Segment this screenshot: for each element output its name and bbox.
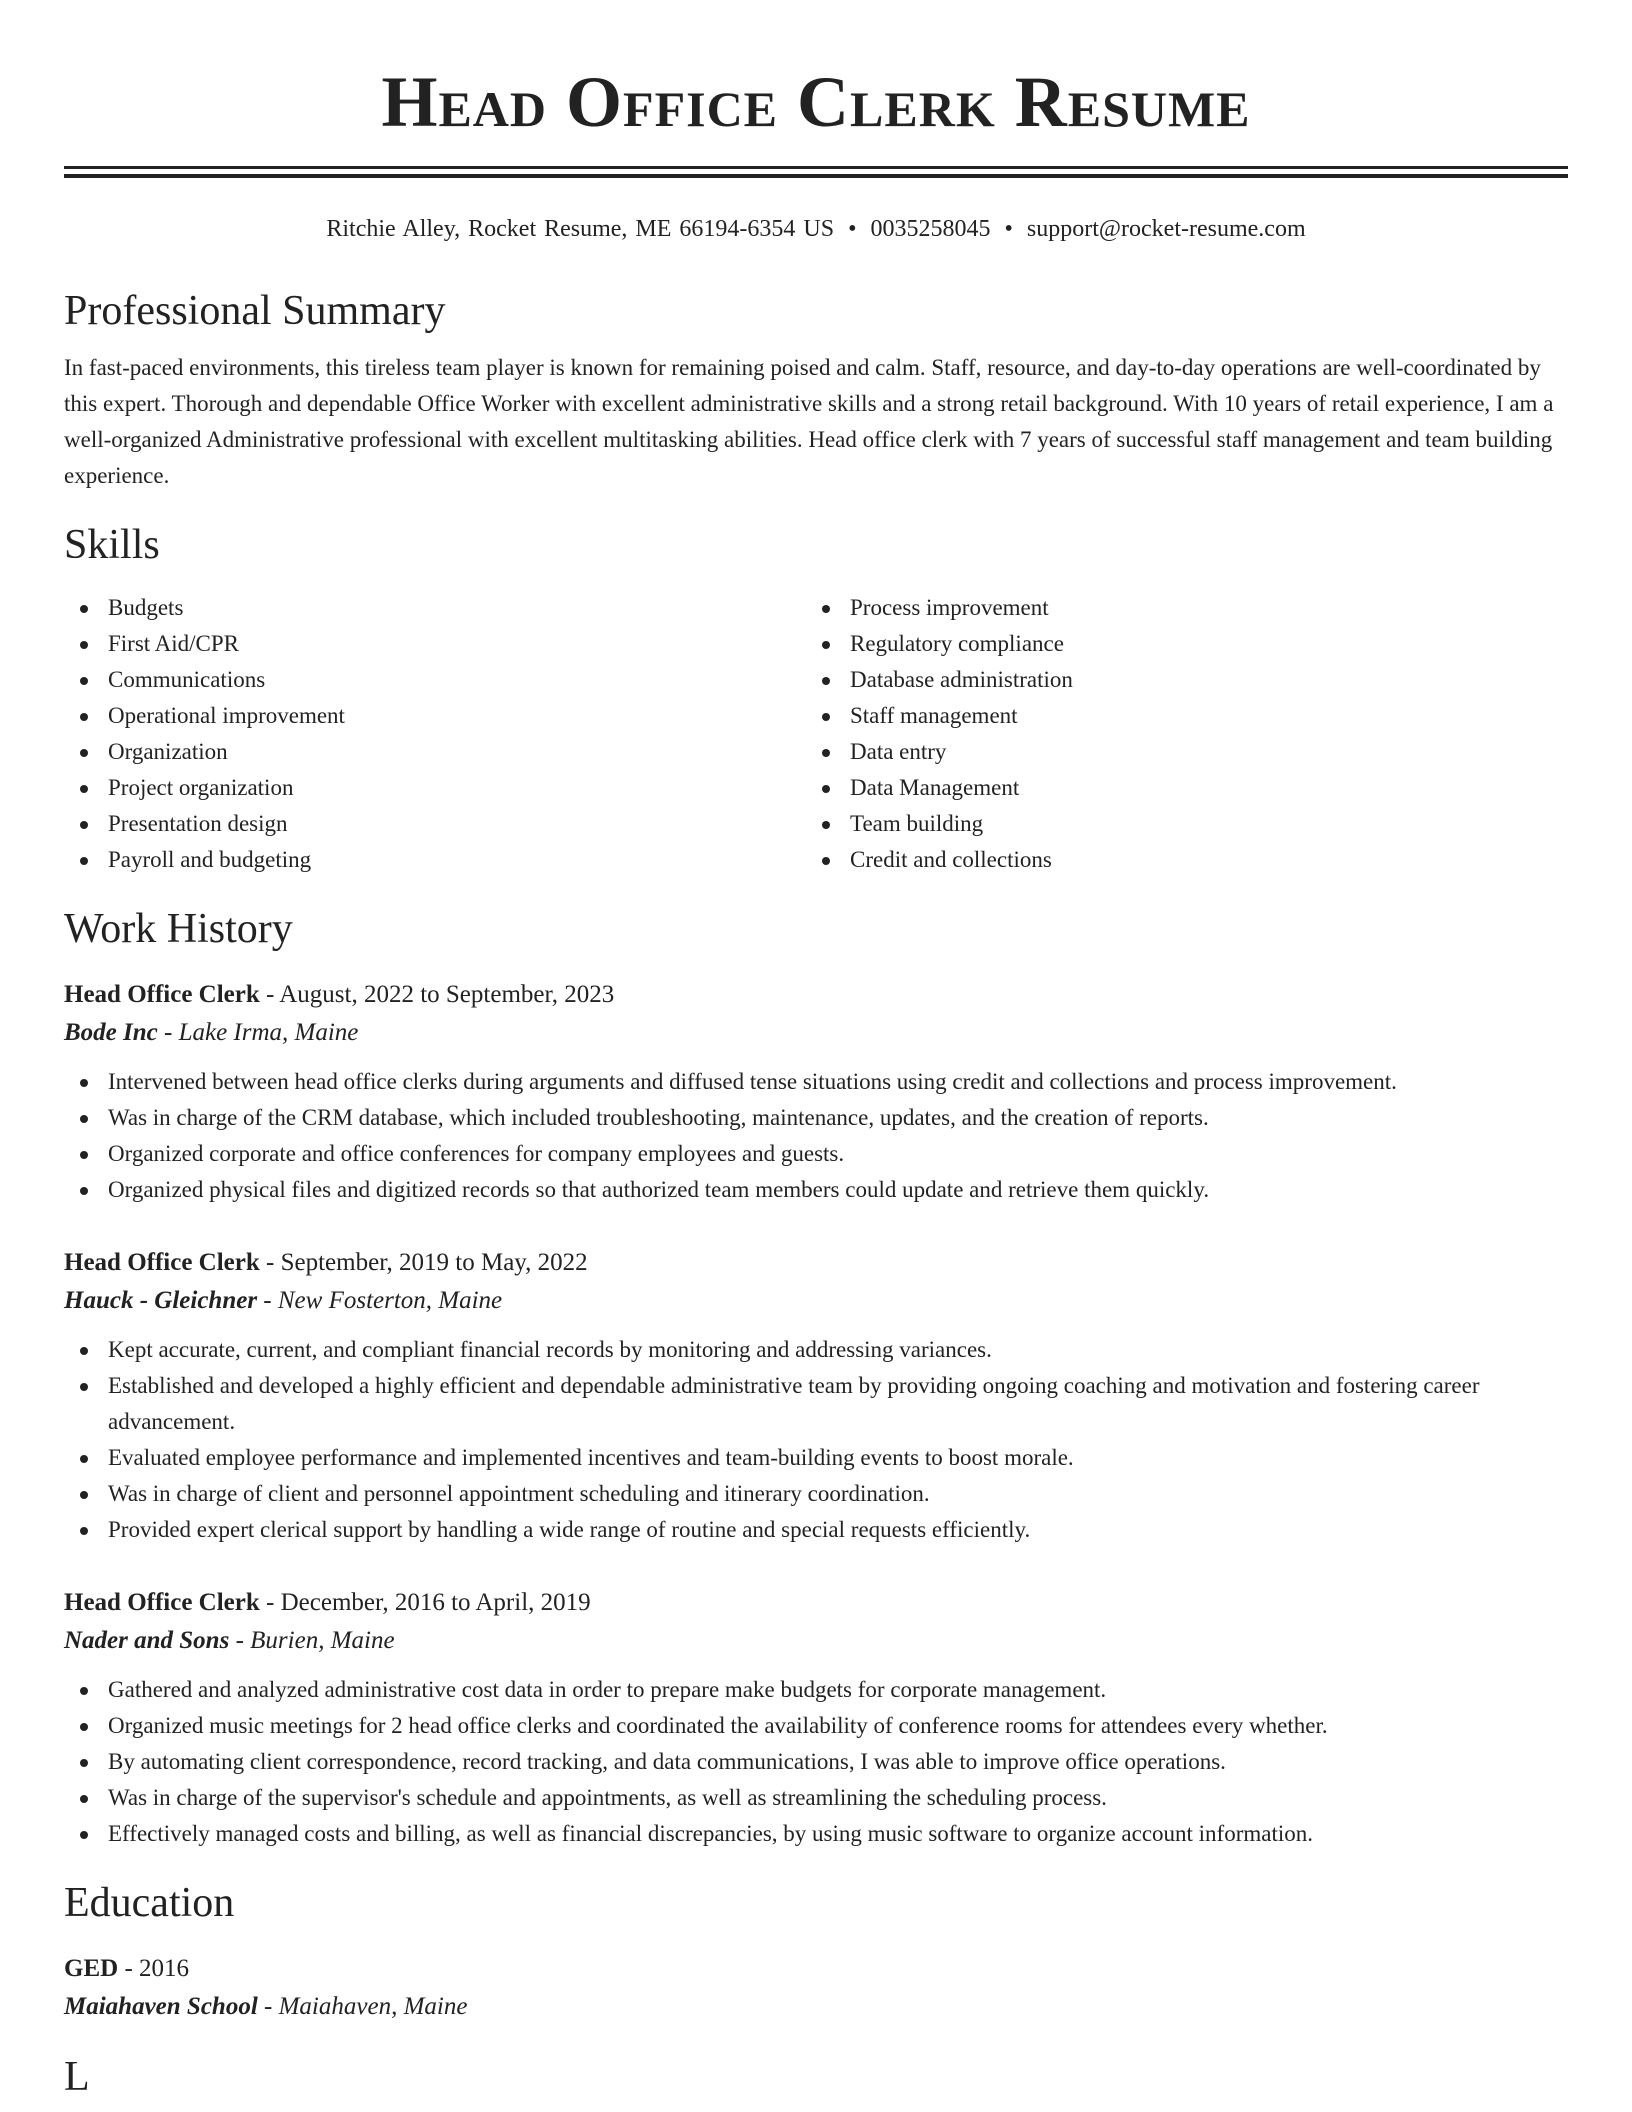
job-entry [64, 1244, 1568, 1548]
contact-line [64, 214, 1568, 244]
skill-item: Data Management [806, 770, 1548, 806]
education-entry [64, 1950, 1568, 2026]
job-bullet: Was in charge of the CRM database, which included troubleshooting, maintenance, updates, and the creation of reports. [64, 1100, 1568, 1136]
job-company-line [64, 1014, 1568, 1052]
title-divider [64, 166, 1568, 178]
job-title-line [64, 1244, 1568, 1282]
job-bullet: Provided expert clerical support by handling a wide range of routine and special requests efficiently. [64, 1512, 1568, 1548]
skill-item: First Aid/CPR [64, 626, 806, 662]
skill-item: Credit and collections [806, 842, 1548, 878]
job-title: Head Office Clerk [64, 1589, 260, 1616]
contact-address: Ritchie Alley, Rocket Resume, ME 66194-6354 US [326, 216, 835, 242]
job-bullet: Effectively managed costs and billing, as well as financial discrepancies, by using music software to organize account information. [64, 1816, 1568, 1852]
contact-phone: 0035258045 [870, 216, 991, 242]
job-company: Nader and Sons [64, 1627, 230, 1654]
summary-text: In fast-paced environments, this tireless team player is known for remaining poised and calm. Staff, resource, and day-to-day operations are well-coordinated by this expert. Thorough and dependable Office Worker with excellent administrative skills and a strong retail background. With 10 years of retail experience, I am a well-organized Administrative professional with excellent multitasking abilities. Head office clerk with 7 years of successful staff management and team building experience. [64, 355, 1554, 488]
skill-item: Process improvement [806, 590, 1548, 626]
contact-separator: • [848, 216, 857, 242]
job-bullet: Organized physical files and digitized records so that authorized team members could update and retrieve them quickly. [64, 1172, 1568, 1208]
job-bullet: By automating client correspondence, record tracking, and data communications, I was able to improve office operations. [64, 1744, 1568, 1780]
job-bullets [64, 1064, 1568, 1208]
job-bullets [64, 1672, 1568, 1852]
skill-item: Data entry [806, 734, 1548, 770]
education-heading: Education [64, 1880, 235, 1926]
education-location: - Maiahaven, Maine [257, 1993, 468, 2020]
job-bullet: Gathered and analyzed administrative cost data in order to prepare make budgets for corporate management. [64, 1672, 1568, 1708]
skills-heading: Skills [64, 522, 160, 568]
job-bullet: Organized music meetings for 2 head office clerks and coordinated the availability of conference rooms for attendees every whether. [64, 1708, 1568, 1744]
summary-heading: Professional Summary [64, 288, 446, 334]
job-location: - Lake Irma, Maine [157, 1019, 359, 1046]
skills-columns [64, 590, 1568, 878]
next-section-heading: L [64, 2054, 90, 2100]
job-dates: - September, 2019 to May, 2022 [259, 1249, 588, 1276]
skill-item: Regulatory compliance [806, 626, 1548, 662]
skills-left-list [64, 590, 806, 878]
skill-item: Team building [806, 806, 1548, 842]
contact-separator: • [1004, 216, 1013, 242]
job-location: - Burien, Maine [229, 1627, 395, 1654]
resume-title: Head Office Clerk Resume [381, 62, 1251, 142]
skill-item: Communications [64, 662, 806, 698]
education-school: Maiahaven School [64, 1993, 258, 2020]
skill-item: Organization [64, 734, 806, 770]
skills-right-list [806, 590, 1548, 878]
job-bullet: Intervened between head office clerks during arguments and diffused tense situations using credit and collections and process improvement. [64, 1064, 1568, 1100]
skill-item: Database administration [806, 662, 1548, 698]
job-company-line [64, 1622, 1568, 1660]
job-entry [64, 1584, 1568, 1852]
job-bullet: Was in charge of client and personnel appointment scheduling and itinerary coordination. [64, 1476, 1568, 1512]
job-company: Bode Inc [64, 1019, 158, 1046]
education-degree: GED [64, 1955, 119, 1982]
education-degree-line [64, 1950, 1568, 1988]
job-entry [64, 976, 1568, 1208]
job-location: - New Fosterton, Maine [257, 1287, 503, 1314]
job-dates: - December, 2016 to April, 2019 [259, 1589, 591, 1616]
job-dates: - August, 2022 to September, 2023 [259, 981, 615, 1008]
job-title-line [64, 1584, 1568, 1622]
skill-item: Operational improvement [64, 698, 806, 734]
skill-item: Staff management [806, 698, 1548, 734]
skill-item: Presentation design [64, 806, 806, 842]
job-bullets [64, 1332, 1568, 1548]
education-year: - 2016 [118, 1955, 190, 1982]
job-company: Hauck - Gleichner [64, 1287, 258, 1314]
skill-item: Project organization [64, 770, 806, 806]
skill-item: Budgets [64, 590, 806, 626]
job-bullet: Was in charge of the supervisor's schedule and appointments, as well as streamlining the scheduling process. [64, 1780, 1568, 1816]
job-bullet: Kept accurate, current, and compliant financial records by monitoring and addressing variances. [64, 1332, 1568, 1368]
job-bullet: Evaluated employee performance and implemented incentives and team-building events to boost morale. [64, 1440, 1568, 1476]
job-bullet: Organized corporate and office conferences for company employees and guests. [64, 1136, 1568, 1172]
work-history-heading: Work History [64, 906, 293, 952]
job-bullet: Established and developed a highly efficient and dependable administrative team by providing ongoing coaching and motivation and fostering career advancement. [64, 1368, 1568, 1440]
education-school-line [64, 1988, 1568, 2026]
contact-email: support@rocket-resume.com [1026, 216, 1306, 242]
job-title: Head Office Clerk [64, 1249, 260, 1276]
job-company-line [64, 1282, 1568, 1320]
job-title: Head Office Clerk [64, 981, 260, 1008]
job-title-line [64, 976, 1568, 1014]
skill-item: Payroll and budgeting [64, 842, 806, 878]
